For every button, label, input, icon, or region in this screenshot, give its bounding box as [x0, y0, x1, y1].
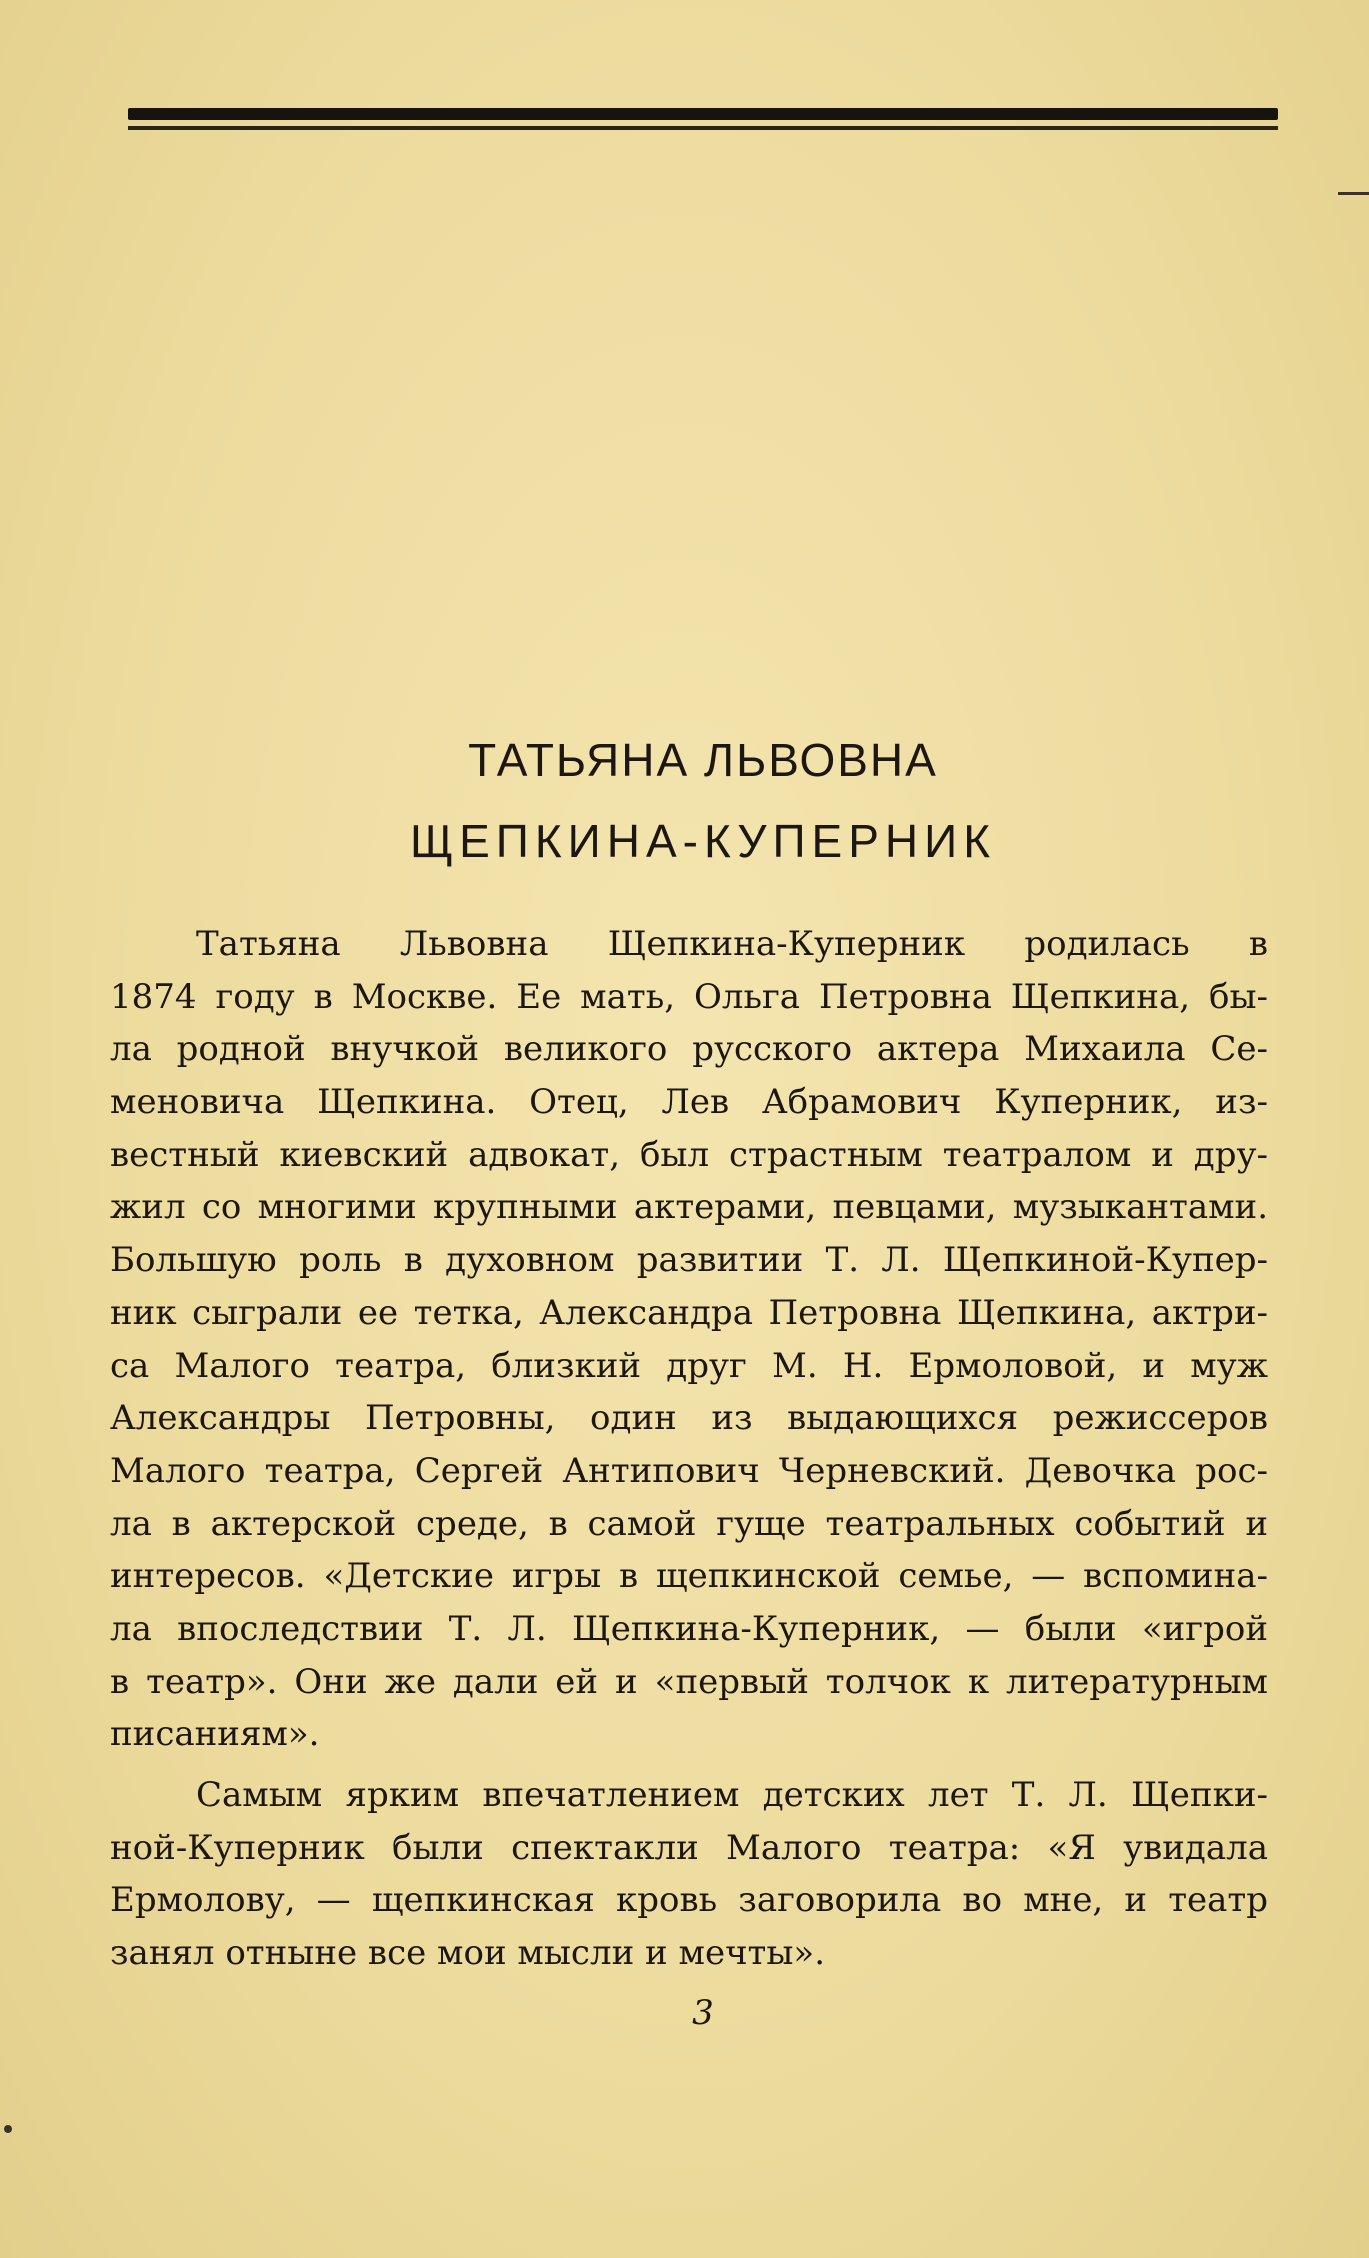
text-line: меновича Щепкина. Отец, Лев Абрамович Куперник, из- — [110, 1082, 1268, 1123]
paragraph-1 — [110, 918, 1268, 1761]
paragraph-gap — [110, 1761, 1268, 1769]
text-line: ной-Куперник были спектакли Малого театра: «Я увидала — [110, 1827, 1268, 1868]
paragraph-2 — [110, 1769, 1268, 1980]
text-line: Александры Петровны, один из выдающихся режиссеров — [110, 1398, 1268, 1439]
top-rule-thin — [128, 126, 1278, 130]
text-line: интересов. «Детские игры в щепкинской семье, — вспомина- — [110, 1556, 1268, 1597]
text-line: ла родной внучкой великого русского актера Михаила Се- — [110, 1029, 1268, 1070]
text-line: ник сыграли ее тетка, Александра Петровна Щепкина, актри- — [110, 1292, 1268, 1333]
text-line: са Малого театра, близкий друг М. Н. Ермоловой, и муж — [110, 1345, 1268, 1386]
top-rule-thick — [128, 108, 1278, 120]
text-line: Татьяна Львовна Щепкина-Куперник родилась в — [196, 924, 1268, 964]
page-number: 3 — [692, 1993, 714, 2033]
body-text — [110, 918, 1268, 1980]
text-line: Большую роль в духовном развитии Т. Л. Щепкиной-Купер- — [110, 1240, 1268, 1281]
author-name-heading: ТАТЬЯНА ЛЬВОВНА — [468, 734, 938, 786]
author-surname-heading: ЩЕПКИНА-КУПЕРНИК — [410, 815, 996, 867]
text-line: вестный киевский адвокат, был страстным театралом и дру- — [110, 1134, 1268, 1175]
text-line: Самым ярким впечатлением детских лет Т. Л. Щепки- — [196, 1775, 1268, 1815]
text-line: ла впоследствии Т. Л. Щепкина-Куперник, — были «игрой — [110, 1608, 1268, 1649]
text-line: писаниям». — [110, 1714, 320, 1755]
margin-dot — [4, 2125, 12, 2133]
text-line: в театр». Они же дали ей и «первый толчок к литературным — [110, 1661, 1268, 1702]
edge-mark — [1338, 192, 1369, 195]
text-line: ла в актерской среде, в самой гуще театральных событий и — [110, 1503, 1268, 1544]
text-line: Малого театра, Сергей Антипович Черневский. Девочка рос- — [110, 1450, 1268, 1491]
text-line: жил со многими крупными актерами, певцами, музыкантами. — [110, 1187, 1268, 1228]
text-line: Ермолову, — щепкинская кровь заговорила во мне, и театр — [110, 1880, 1268, 1921]
text-line: занял отныне все мои мысли и мечты». — [110, 1933, 826, 1974]
text-line: 1874 году в Москве. Ее мать, Ольга Петровна Щепкина, бы- — [110, 976, 1268, 1017]
